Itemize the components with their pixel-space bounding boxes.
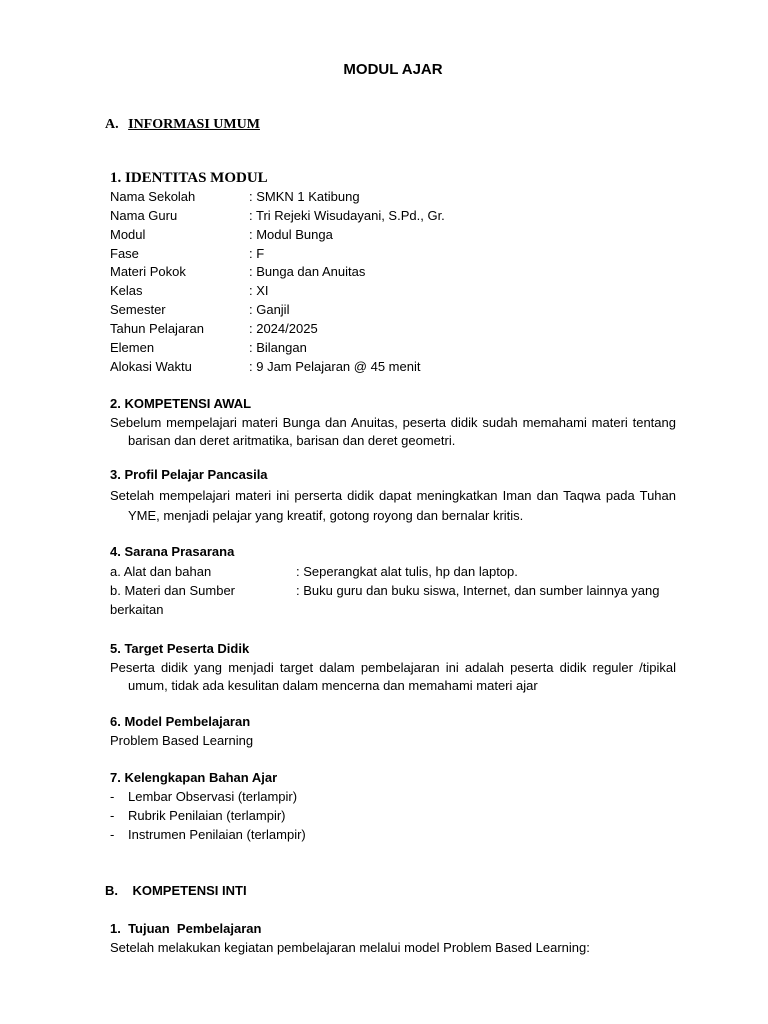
identitas-value: : Modul Bunga [249,227,333,242]
list-item-text: Rubrik Penilaian (terlampir) [128,808,286,823]
identitas-row [110,188,360,206]
paragraph-line: YME, menjadi pelajar yang kreatif, gotong royong dan bernalar kritis. [128,508,524,523]
section-a-title: INFORMASI UMUM [128,117,260,132]
paragraph-line: Setelah mempelajari materi ini perserta didik dapat meningkatkan Iman dan Taqwa pada Tuhan [110,488,676,503]
document-title: MODUL AJAR [343,61,443,78]
kompetensi-awal-heading: 2. KOMPETENSI AWAL [110,396,252,411]
profil-heading: 3. Profil Pelajar Pancasila [110,467,268,482]
section-a-heading [105,117,260,133]
sarana-item-value: : Buku guru dan buku siswa, Internet, dan sumber lainnya yang [296,583,660,598]
identitas-row [110,263,365,281]
list-item-text: Lembar Observasi (terlampir) [128,789,298,804]
identitas-label: Nama Sekolah [110,189,196,204]
section-a-letter: A. [105,117,119,132]
identitas-label: Kelas [110,283,143,298]
identitas-label: Modul [110,227,146,242]
tujuan-heading: 1. Tujuan Pembelajaran [110,921,262,936]
identitas-label: Alokasi Waktu [110,359,192,374]
identitas-value: : XI [249,283,269,298]
target-paragraph [110,659,676,695]
identitas-row [110,301,289,319]
sarana-item-value: : Seperangkat alat tulis, hp dan laptop. [296,564,518,579]
model-text: Problem Based Learning [110,733,254,748]
identitas-row [110,207,445,225]
sarana-item-label: a. Alat dan bahan [110,564,212,579]
identitas-label: Fase [110,246,139,261]
section-b-heading: B. KOMPETENSI INTI [105,883,247,898]
list-item [110,807,286,825]
identitas-value: : Bilangan [249,340,307,355]
tujuan-text: Setelah melakukan kegiatan pembelajaran melalui model Problem Based Learning: [110,940,590,955]
identitas-label: Elemen [110,340,155,355]
identitas-value: : 9 Jam Pelajaran @ 45 menit [249,359,421,374]
identitas-label: Semester [110,302,166,317]
identitas-value: : Tri Rejeki Wisudayani, S.Pd., Gr. [249,208,445,223]
identitas-label: Tahun Pelajaran [110,321,204,336]
sarana-item-label: b. Materi dan Sumber [110,583,236,598]
identitas-row [110,358,420,376]
identitas-row [110,282,269,300]
sarana-item-b [110,582,660,600]
identitas-label: Materi Pokok [110,264,186,279]
sarana-item-a [110,563,518,581]
list-bullet: - [110,808,115,823]
paragraph-line: umum, tidak ada kesulitan dalam mencerna dan memahami materi ajar [128,678,538,693]
list-bullet: - [110,789,115,804]
identitas-row [110,245,264,263]
list-item [110,788,297,806]
list-item [110,826,306,844]
identitas-value: : Ganjil [249,302,290,317]
identitas-value: : 2024/2025 [249,321,318,336]
identitas-label: Nama Guru [110,208,178,223]
identitas-row [110,339,307,357]
identitas-heading: 1. IDENTITAS MODUL [110,170,268,186]
kompetensi-awal-paragraph [110,414,676,450]
kelengkapan-heading: 7. Kelengkapan Bahan Ajar [110,770,278,785]
profil-paragraph [110,486,676,526]
paragraph-line: Peserta didik yang menjadi target dalam pembelajaran ini adalah peserta didik reguler /tipikal [110,660,676,675]
list-item-text: Instrumen Penilaian (terlampir) [128,827,306,842]
identitas-value: : F [249,246,265,261]
sarana-heading: 4. Sarana Prasarana [110,544,235,559]
target-heading: 5. Target Peserta Didik [110,641,250,656]
sarana-item-b-continuation: berkaitan [110,602,164,617]
identitas-row [110,226,333,244]
identitas-value: : SMKN 1 Katibung [249,189,360,204]
identitas-value: : Bunga dan Anuitas [249,264,366,279]
model-heading: 6. Model Pembelajaran [110,714,251,729]
identitas-row [110,320,318,338]
paragraph-line: barisan dan deret aritmatika, barisan dan deret geometri. [128,433,456,448]
paragraph-line: Sebelum mempelajari materi Bunga dan Anuitas, peserta didik sudah memahami materi tentang [110,415,676,430]
list-bullet: - [110,827,115,842]
